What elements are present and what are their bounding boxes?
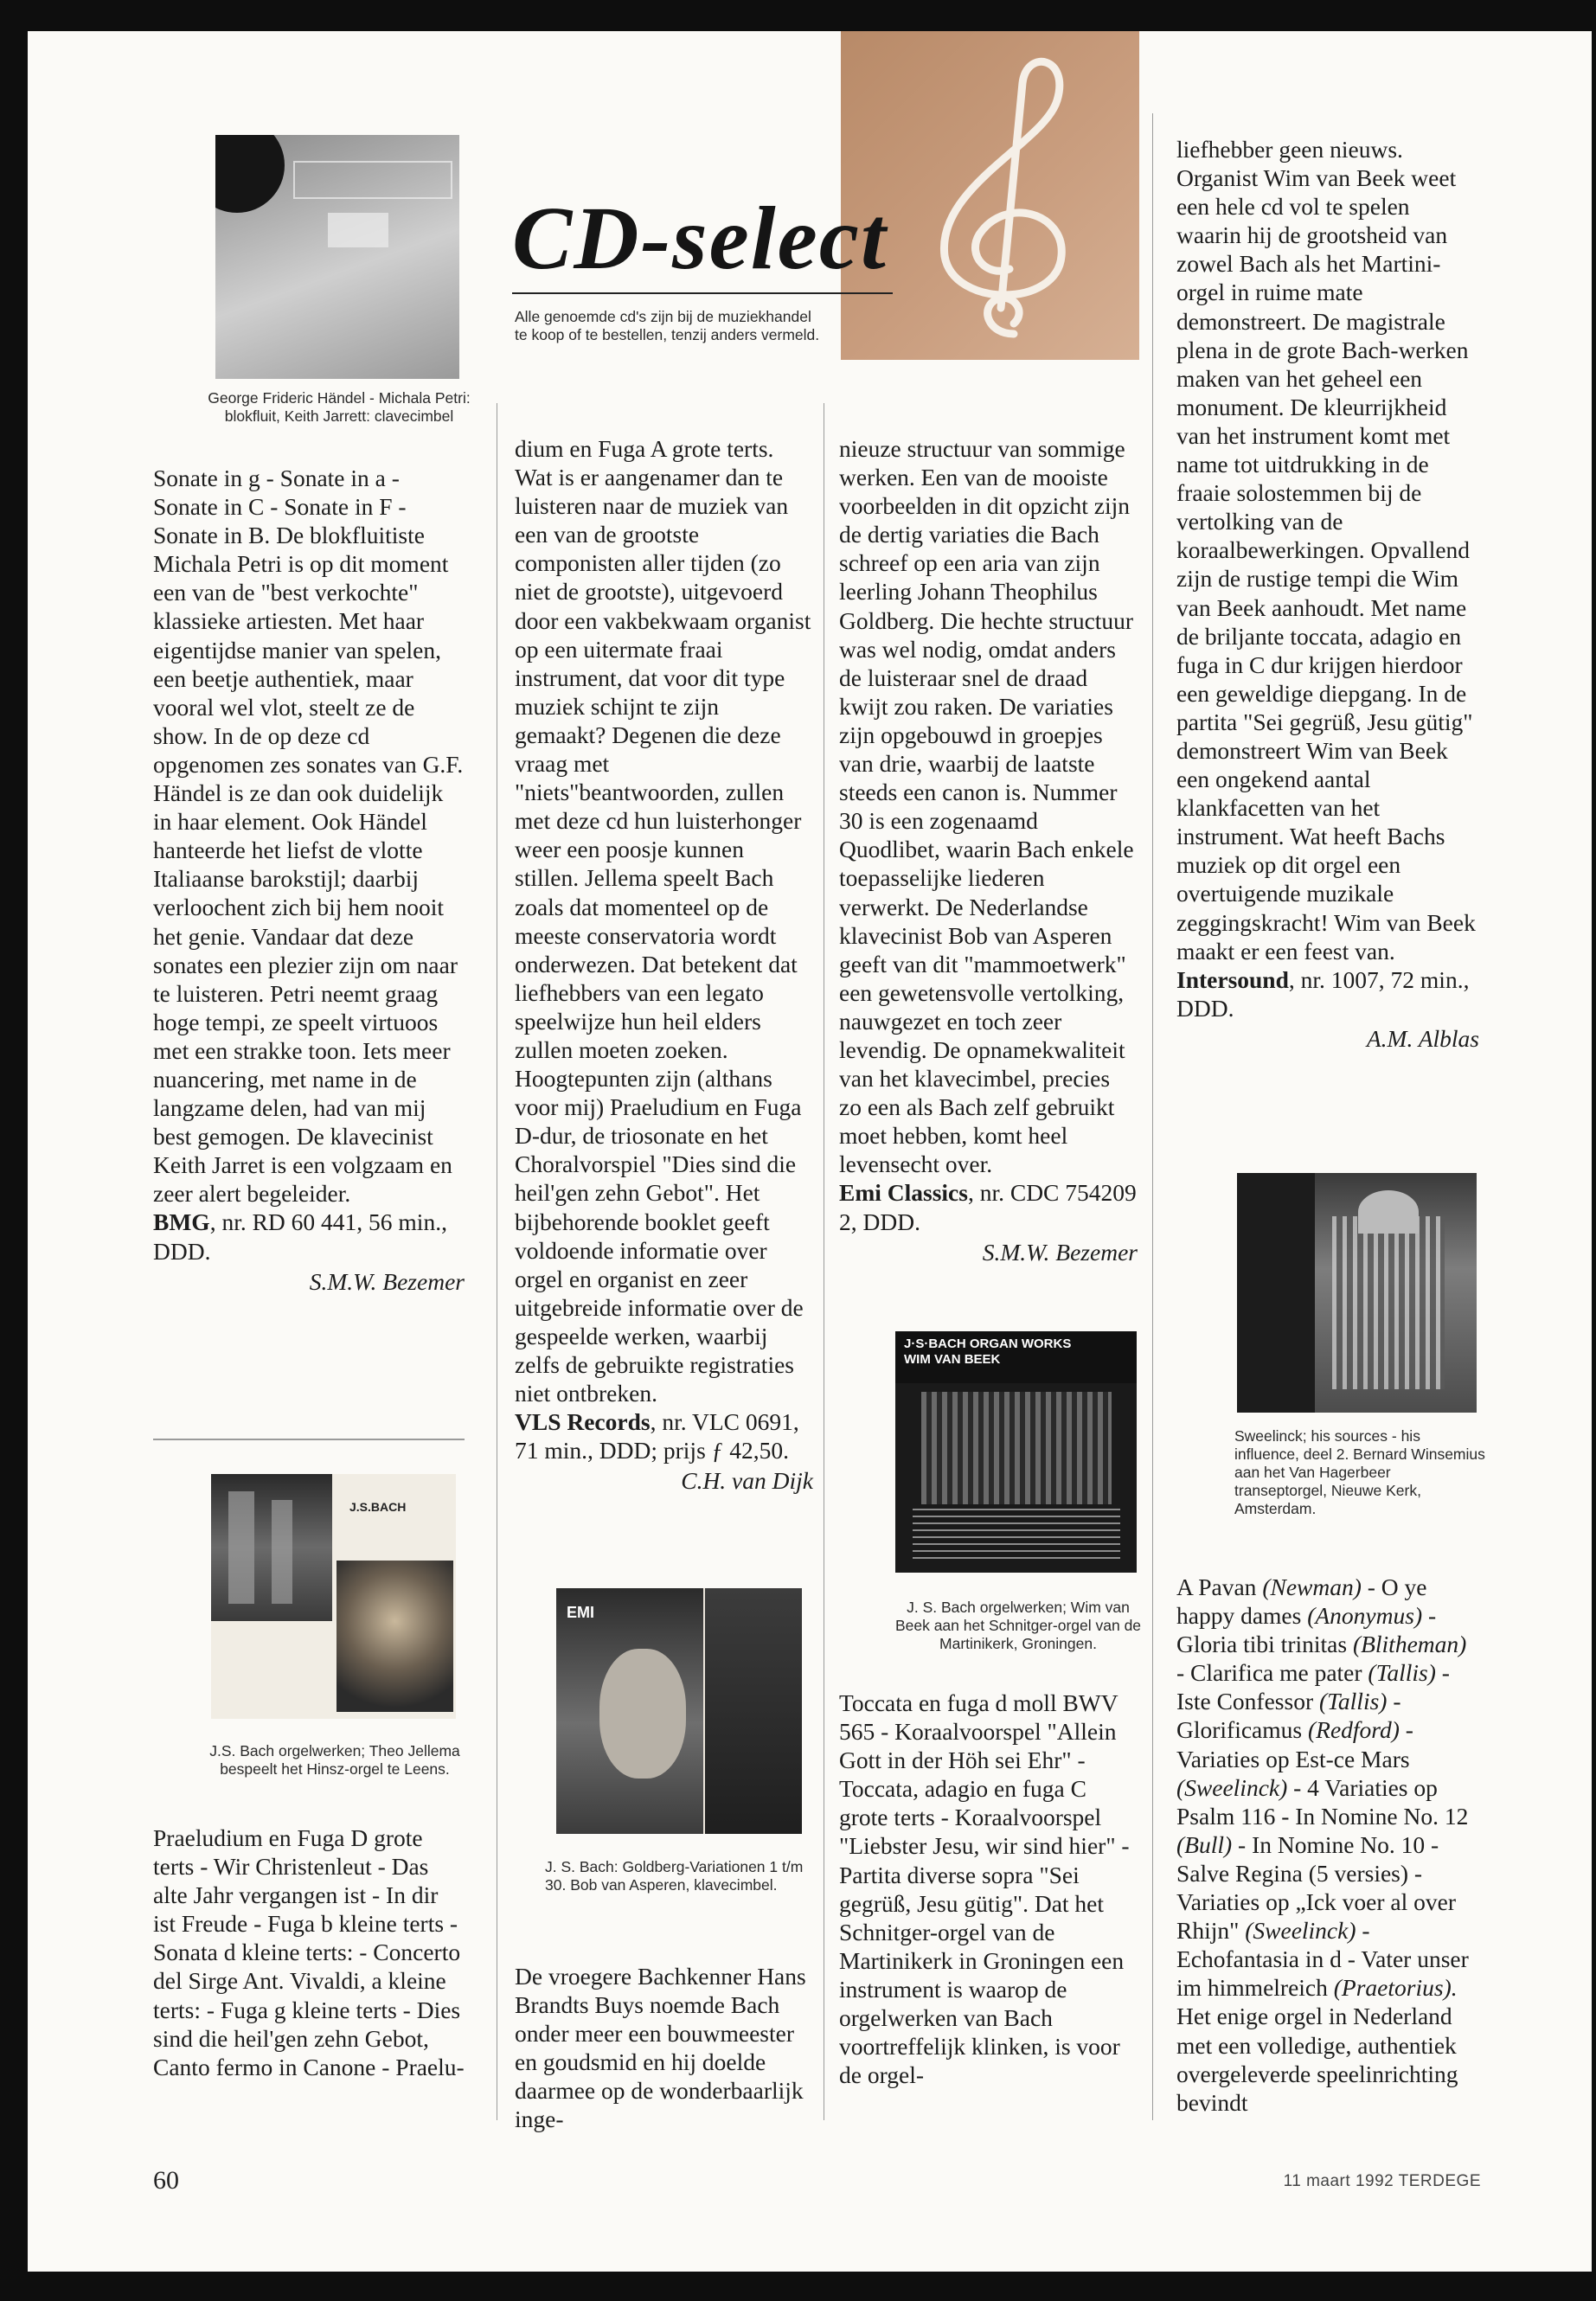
album-cover-sweelinck	[1237, 1173, 1477, 1413]
composer-name: (Anonymus)	[1307, 1602, 1423, 1630]
composer-name: (Bull)	[1176, 1830, 1233, 1858]
cover-decoration	[328, 213, 388, 247]
cover-caption: George Frideric Händel - Michala Petri: blokfluit, Keith Jarrett: clavecimbel	[208, 389, 471, 425]
composer-name: (Newman)	[1262, 1574, 1362, 1600]
review-catalog	[153, 1208, 465, 1265]
cover-label: EMI	[567, 1604, 595, 1621]
composer-name: (Tallis)	[1368, 1659, 1436, 1687]
program-fragment: - Variaties op Est-ce Mars	[1176, 1716, 1413, 1772]
cover-decoration	[293, 161, 452, 199]
treble-clef-icon	[884, 48, 1109, 351]
program-fragment: - Clarifica me pater	[1176, 1659, 1368, 1687]
cover-decoration	[599, 1649, 686, 1779]
catalog-number: , nr. CDC 754209 2, DDD.	[839, 1179, 1137, 1235]
review-text: De vroegere Bachkenner Hans Brandts Buys noemde Bach onder meer een bouwmeester en goudsmid en hij doelde daarmee op de wonderbaarlijk inge-	[515, 1963, 806, 2133]
cover-decoration	[1237, 1173, 1315, 1413]
review-catalog	[515, 1407, 813, 1465]
cover-label: J·S·BACH ORGAN WORKS WIM VAN BEEK	[904, 1336, 1072, 1367]
composer-name: (Sweelinck)	[1245, 1917, 1356, 1945]
review-text: Sonate in g - Sonate in a - Sonate in C - Sonate in F - Sonate in B. De blokfluitiste Michala Petri is op dit moment een van de "best verkochte" klassieke artiesten. Met haar eigentijdse manier van spelen, een beetje authentiek, maar vooral wel vlot, steelt ze de show. In de op deze cd opgenomen zes sonates van G.F. Händel is ze dan ook duidelijk in haar element. Ook Händel hanteerde het liefst de vlotte Italiaanse barokstijl; daarbij verloochent zich bij hem nooit het genie. Vandaar dat deze sonates een plezier zijn om naar te luisteren. Petri neemt graag hoge tempi, ze speelt virtuoos met een strakke toon. Iets meer nuancering, met name in de langzame delen, had van mij best gemogen. De klavecinist Keith Jarret is een volgzaam en zeer alert begeleider.	[153, 465, 464, 1208]
section-rule	[153, 1439, 465, 1440]
program-text: Praeludium en Fuga D grote terts - Wir Christenleut - Das alte Jahr vergangen ist - In dir ist Freude - Fuga b kleine terts - Sonata d kleine terts: - Concerto del Sirge Ant. Vivaldi, a kleine terts: - Fuga g kleine terts - Dies sind die heil'gen zehn Gebot, Canto fermo in Canone - Praelu-	[153, 1824, 465, 2080]
program-fragment: - 4 Variaties op Psalm 116 - In Nomine No. 12	[1176, 1773, 1469, 1830]
program-fragment: - Glorificamus	[1176, 1688, 1401, 1744]
program-fragment: - O ye happy dames	[1176, 1574, 1427, 1630]
record-label: Intersound	[1176, 965, 1289, 993]
page-title: CD-select	[512, 189, 888, 288]
album-cover-handel	[215, 135, 459, 379]
program-fragment: - In Nomine No. 10 - Salve Regina (5 versies) - Variaties op „Ick voer al over Rhijn"	[1176, 1830, 1456, 1945]
review-author: S.M.W. Bezemer	[309, 1267, 465, 1295]
review-author: S.M.W. Bezemer	[982, 1238, 1138, 1266]
catalog-number: , nr. 1007, 72 min., DDD.	[1176, 965, 1470, 1022]
program-text: Toccata en fuga d moll BWV 565 - Koraalvoorspel "Allein Gott in der Höh sei Ehr" - Toccata, adagio en fuga C grote terts - Koraalvoorspel "Liebster Jesu, wir sind hier" - Partita diverse sopra "Sei gegrüß, Jesu gütig". Dat het Schnitger-orgel van de Martinikerk in Groningen een instrument is waarop de orgelwerken van Bach voortreffelijk klinken, is voor de orgel-	[839, 1689, 1130, 2089]
composer-name: (Tallis)	[1318, 1688, 1388, 1715]
cover-caption: J. S. Bach orgelwerken; Wim van Beek aan het Schnitger-orgel van de Martinikerk, Groningen.	[894, 1599, 1142, 1652]
program-column-3	[839, 1689, 1138, 2089]
cover-decoration	[1332, 1216, 1445, 1389]
cover-caption: Sweelinck; his sources - his influence, deel 2. Bernard Winsemius aan het Van Hagerbeer transeptorgel, Nieuwe Kerk, Amsterdam.	[1234, 1427, 1485, 1517]
program-fragment: A Pavan	[1176, 1574, 1263, 1600]
review-text: nieuze structuur van sommige werken. Een van de mooiste voorbeelden in dit opzicht zijn de dertig variaties die Bach schreef op een aria van zijn leerling Johann Theophilus Goldberg. Die hechte structuur was wel nodig, omdat anders de luisteraar snel de draad kwijt zou raken. De variaties zijn opgebouwd in groepjes van drie, waarbij de laatste steeds een canon is. Nummer 30 is een zogenaamd Quodlibet, waarin Bach enkele toepasselijke liederen verwerkt. De Nederlandse klavecinist Bob van Asperen geeft van dit "mammoetwerk" een gewetensvolle vertolking, nauwgezet en toch zeer levendig. De opnamekwaliteit van het klavecimbel, precies zo een als Bach zelf gebruikt moet hebben, komt heel levensecht over.	[839, 435, 1134, 1178]
program-fragment: Het enige orgel in Nederland met een volledige, authentiek overgeleverde speelinrichting bevindt	[1176, 2003, 1458, 2116]
composer-name: (Praetorius).	[1333, 1974, 1458, 2002]
composer-name: (Redford)	[1307, 1716, 1400, 1744]
composer-name: (Blitheman)	[1352, 1631, 1467, 1658]
review-author: A.M. Alblas	[1366, 1024, 1479, 1052]
issue-info: 11 maart 1992 TERDEGE	[1283, 2172, 1481, 2190]
review-catalog	[839, 1178, 1138, 1235]
record-label: VLS Records	[515, 1408, 651, 1436]
catalog-number: , nr. RD 60 441, 56 min., DDD.	[153, 1208, 447, 1265]
review-column-4	[1176, 135, 1479, 1053]
catalog-number: , nr. VLC 0691, 71 min., DDD; prijs ƒ 42,50.	[515, 1408, 799, 1465]
album-cover-asperen	[556, 1588, 802, 1834]
review-author: C.H. van Dijk	[681, 1467, 813, 1495]
program-fragment: - Iste Confessor	[1176, 1659, 1450, 1715]
composer-name: (Sweelinck)	[1176, 1773, 1288, 1801]
review-column-1	[153, 464, 465, 1296]
page-number: 60	[153, 2166, 179, 2195]
cover-decoration	[215, 135, 285, 213]
program-fragment: - Echofantasia in d - Vater unser im himmelreich	[1176, 1917, 1469, 2002]
program-fragment: - Gloria tibi trinitas	[1176, 1602, 1437, 1658]
cover-decoration	[272, 1500, 292, 1604]
program-column-1	[153, 1823, 465, 2081]
continuation-column-2	[515, 1962, 813, 2134]
review-column-3	[839, 434, 1138, 1266]
review-catalog	[1176, 965, 1479, 1022]
cover-caption: J.S. Bach orgelwerken; Theo Jellema bespeelt het Hinsz-orgel te Leens.	[209, 1742, 460, 1778]
column-divider	[1152, 113, 1153, 2120]
title-underline	[512, 292, 893, 294]
cover-decoration	[921, 1392, 1112, 1504]
cover-decoration	[913, 1509, 1120, 1561]
album-cover-beek	[895, 1331, 1137, 1573]
header-note: Alle genoemde cd's zijn bij de muziekhandel te koop of te bestellen, tenzij anders vermeld.	[515, 308, 820, 343]
cover-caption: J. S. Bach: Goldberg-Variationen 1 t/m 30. Bob van Asperen, klavecimbel.	[545, 1858, 804, 1894]
record-label: Emi Classics	[839, 1179, 968, 1207]
cover-label: J.S.BACH	[349, 1500, 407, 1514]
review-column-2	[515, 434, 813, 1495]
review-text: dium en Fuga A grote terts. Wat is er aangenamer dan te luisteren naar de muziek van een van de grootste componisten aller tijden (zo niet de grootste), uitgevoerd door een vakbekwaam organist op een uitermate fraai instrument, dat voor dit type muziek schijnt te zijn gemaakt? Degenen die deze vraag met "niets"beantwoorden, zullen met deze cd hun luisterhonger weer een poosje kunnen stillen. Jellema speelt Bach zoals dat momenteel op de meeste conservatoria wordt onderwezen. Dat betekent dat liefhebbers van een legato speelwijze hun heil elders zullen moeten zoeken. Hoogtepunten zijn (althans voor mij) Praeludium en Fuga D-dur, de triosonate en het Choralvorspiel "Dies sind die heil'gen zehn Gebot". Het bijbehorende booklet geeft voldoende informatie over orgel en organist en zeer uitgebreide informatie over de gespeelde werken, waarbij zelfs de gebruikte registraties niet ontbreken.	[515, 435, 811, 1407]
cover-decoration	[337, 1561, 453, 1712]
record-label: BMG	[153, 1208, 210, 1236]
magazine-page	[28, 31, 1592, 2272]
program-text	[1176, 1573, 1479, 2117]
cover-decoration	[1358, 1190, 1419, 1234]
review-text: liefhebber geen nieuws. Organist Wim van Beek weet een hele cd vol te spelen waarin hij de grootsheid van zowel Bach als het Martini-orgel in ruime mate demonstreert. De magistrale plena in de grote Bach-werken maken van het geheel een monument. De kleurrijkheid van het instrument komt met name tot uitdrukking in de fraaie solostemmen bij de vertolking van de koraalbewerkingen. Opvallend zijn de rustige tempi die Wim van Beek aanhoudt. Met name de briljante toccata, adagio en fuga in C dur krijgen hierdoor een geweldige diepgang. In de partita "Sei gegrüß, Jesu gütig" demonstreert Wim van Beek een ongekend aantal klankfacetten van het instrument. Wat heeft Bachs muziek op dit orgel een overtuigende muzikale zeggingskracht! Wim van Beek maakt er een feest van.	[1176, 136, 1476, 965]
cover-decoration	[228, 1491, 254, 1604]
album-cover-jellema	[211, 1474, 456, 1719]
cover-decoration	[705, 1588, 802, 1834]
program-column-4	[1176, 1573, 1479, 2117]
